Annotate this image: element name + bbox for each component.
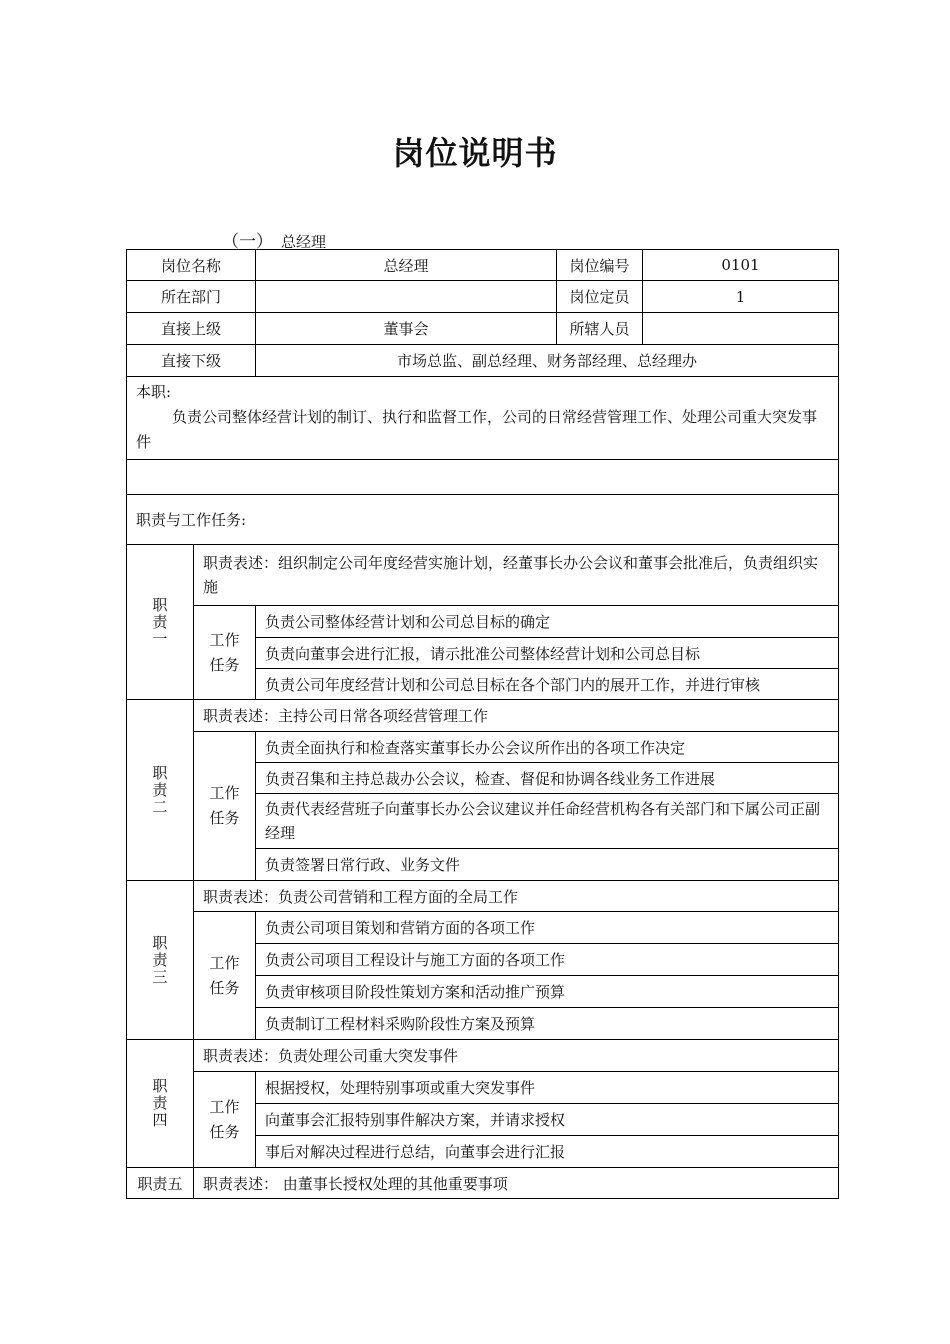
task-item: 负责公司项目策划和营销方面的各项工作 [256,912,839,944]
duty-label: 职责五 [127,1168,194,1199]
task-label: 工作 任务 [194,732,256,881]
task-item: 根据授权，处理特别事项或重大突发事件 [256,1072,839,1104]
subordinate-label: 直接下级 [127,345,256,377]
section-number: （一） [222,232,273,252]
superior-value: 董事会 [256,313,557,345]
task-item: 负责公司整体经营计划和公司总目标的确定 [256,606,839,638]
task-item: 负责公司项目工程设计与施工方面的各项工作 [256,944,839,976]
staff-label: 所辖人员 [557,313,643,345]
duty-statement-row [127,545,839,606]
dept-value [256,281,557,313]
post-name-label: 岗位名称 [127,250,256,281]
empty-cell [127,460,839,495]
task-item: 负责制订工程材料采购阶段性方案及预算 [256,1008,839,1040]
duty-label: 职 责 四 [127,1040,194,1168]
task-row [127,912,839,944]
info-row [127,250,839,281]
job-cell [127,377,839,460]
empty-row [127,460,839,495]
task-row [127,1072,839,1104]
duty-statement-row [127,881,839,912]
task-item: 负责公司年度经营计划和公司总目标在各个部门内的展开工作，并进行审核 [256,669,839,700]
duty-statement: 职责表述：组织制定公司年度经营实施计划，经董事长办公会议和董事会批准后，负责组织实施 [194,545,839,606]
duty-statement-row [127,1040,839,1072]
task-item: 负责向董事会进行汇报，请示批准公司整体经营计划和公司总目标 [256,638,839,669]
post-code-label: 岗位编号 [557,250,643,281]
job-row [127,377,839,460]
duty-label: 职 责 一 [127,545,194,700]
task-label: 工作 任务 [194,606,256,700]
duty-statement: 职责表述：负责处理公司重大突发事件 [194,1040,839,1072]
task-item: 负责签署日常行政、业务文件 [256,849,839,881]
post-code-value: 0101 [643,250,839,281]
task-row [127,606,839,638]
job-text: 负责公司整体经营计划的制订、执行和监督工作，公司的日常经营管理工作、处理公司重大突发事件 [136,408,818,451]
duties-header-row [127,495,839,545]
task-item: 负责审核项目阶段性策划方案和活动推广预算 [256,976,839,1008]
duty-statement-row [127,1168,839,1199]
task-item: 向董事会汇报特别事件解决方案，并请求授权 [256,1104,839,1136]
task-item: 负责召集和主持总裁办公会议，检查、督促和协调各线业务工作进展 [256,763,839,794]
task-item: 负责代表经营班子向董事长办公会议建议并任命经营机构各有关部门和下属公司正副经理 [256,794,839,849]
task-row [127,732,839,763]
job-description-table [126,249,839,1199]
info-row [127,345,839,377]
info-row [127,281,839,313]
post-name-value: 总经理 [256,250,557,281]
task-label: 工作 任务 [194,1072,256,1168]
duty-statement: 职责表述： 由董事长授权处理的其他重要事项 [194,1168,839,1199]
duty-label: 职 责 二 [127,700,194,881]
task-label: 工作 任务 [194,912,256,1040]
duty-statement: 职责表述：负责公司营销和工程方面的全局工作 [194,881,839,912]
subordinate-value: 市场总监、副总经理、财务部经理、总经理办 [256,345,839,377]
duty-label: 职 责 三 [127,881,194,1040]
task-item: 事后对解决过程进行总结，向董事会进行汇报 [256,1136,839,1168]
duty-statement-row [127,700,839,732]
job-label: 本职: [136,383,172,401]
staff-value [643,313,839,345]
duty-statement: 职责表述：主持公司日常各项经营管理工作 [194,700,839,732]
quota-value: 1 [643,281,839,313]
superior-label: 直接上级 [127,313,256,345]
page-title: 岗位说明书 [392,134,558,172]
quota-label: 岗位定员 [557,281,643,313]
duties-header: 职责与工作任务: [127,495,839,545]
info-row [127,313,839,345]
dept-label: 所在部门 [127,281,256,313]
section-name: 总经理 [281,233,327,251]
task-item: 负责全面执行和检查落实董事长办公会议所作出的各项工作决定 [256,732,839,763]
